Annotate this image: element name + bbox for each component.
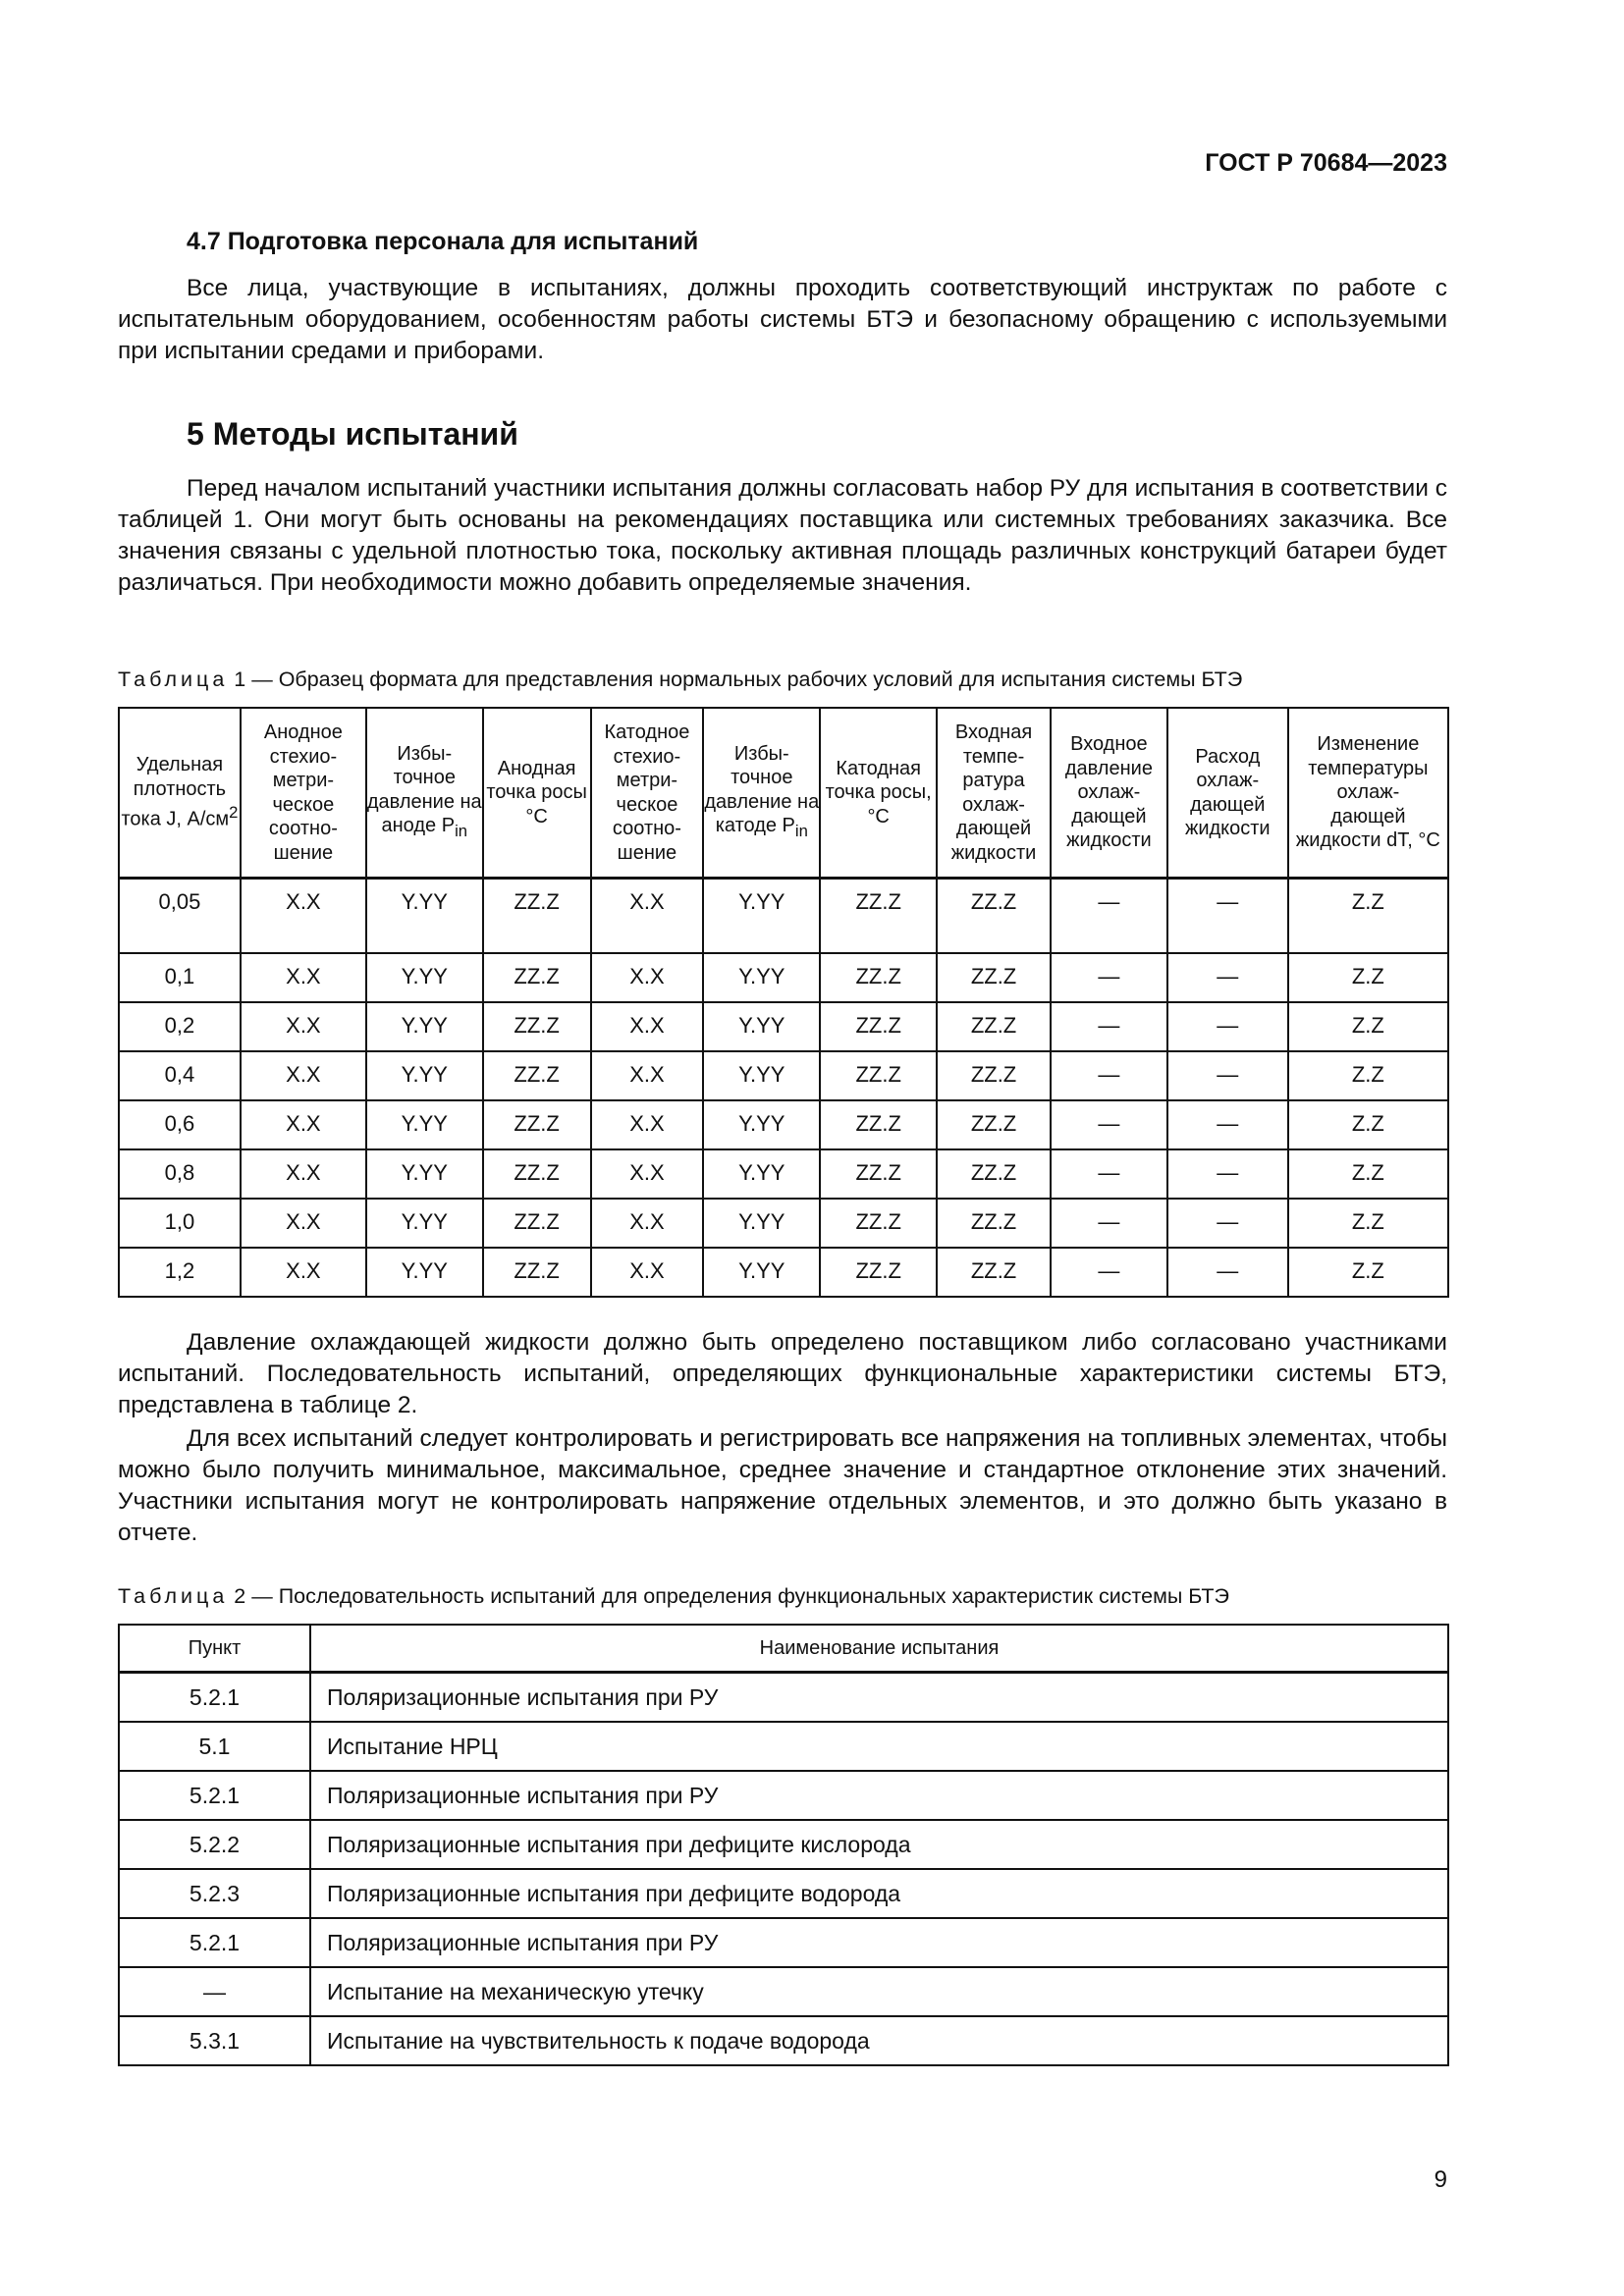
section-5-intro: Перед началом испытаний участники испытания должны согласовать набор РУ для испытания в соответствии с таблицей 1. Они могут быть основаны на рекомендациях поставщика или системных требованиях заказчика. Все значения связаны с удельной плотностью тока, поскольку активная площадь различных конструкций батареи будет различаться. При необходимости можно добавить определяемые значения. [118, 475, 1447, 596]
table1-cell: Y.YY [703, 1100, 820, 1149]
table2 [118, 1624, 1449, 2066]
table1-cell: ZZ.Z [820, 1248, 937, 1297]
table1-header-1: Анодное стехио- метри- ческое соотно- шение [241, 708, 366, 879]
paragraph-voltage-control: Для всех испытаний следует контролировать и регистрировать все напряжения на топливных элементах, чтобы можно было получить минимальное, максимальное, среднее значение и стандартное отклонение этих значений. Участники испытания могут не контролировать напряжение отдельных элементов, и это должно быть указано в отчете. [118, 1425, 1447, 1546]
table1-cell: Z.Z [1288, 1149, 1448, 1199]
table2-name-cell: Испытание на механическую утечку [310, 1967, 1448, 2016]
table1-cell: X.X [241, 1248, 366, 1297]
table1-cell: 0,8 [119, 1149, 241, 1199]
table1-cell: — [1051, 1100, 1167, 1149]
table2-item-cell: 5.2.1 [119, 1673, 310, 1723]
table1-cell: Y.YY [703, 1051, 820, 1100]
table1-cell: Y.YY [366, 1100, 483, 1149]
table1-cell: — [1167, 879, 1288, 953]
table1-cell: ZZ.Z [820, 879, 937, 953]
table2-row [119, 1673, 1448, 1723]
table2-name-cell: Испытание НРЦ [310, 1722, 1448, 1771]
table1-cell: Y.YY [366, 1051, 483, 1100]
section-4-7-text: Все лица, участвующие в испытаниях, должны проходить соответствующий инструктаж по работе с испытательным оборудованием, особенностям работы системы БТЭ и безопасному обращению с используемыми при испытании средами и приборами. [118, 275, 1447, 364]
table1-header-row [119, 708, 1448, 879]
table1-cell: 0,4 [119, 1051, 241, 1100]
table1-cell: Z.Z [1288, 1199, 1448, 1248]
table2-caption [118, 1584, 1453, 1609]
table1-cell: 1,0 [119, 1199, 241, 1248]
table2-item-cell: 5.2.3 [119, 1869, 310, 1918]
table1-cell: ZZ.Z [483, 1199, 591, 1248]
table1-cell: X.X [591, 1051, 704, 1100]
table1-caption [118, 667, 1453, 692]
table1-cell: X.X [591, 1149, 704, 1199]
table1-cell: Y.YY [703, 879, 820, 953]
table1-cell: X.X [591, 879, 704, 953]
table1-cell: ZZ.Z [820, 1002, 937, 1051]
table2-name-cell: Поляризационные испытания при РУ [310, 1771, 1448, 1820]
table1-cell: ZZ.Z [483, 879, 591, 953]
table1-cell: — [1051, 1051, 1167, 1100]
table1-row [119, 1002, 1448, 1051]
table2-body [119, 1673, 1448, 2066]
table1-cell: X.X [591, 1248, 704, 1297]
table1-cell: X.X [241, 1100, 366, 1149]
table1-row [119, 1248, 1448, 1297]
table1-header-0: Удельная плотность тока J, $А/см^2$ [119, 708, 241, 879]
table2-caption-text: 2 — Последовательность испытаний для определения функциональных характеристик системы БТЭ [228, 1584, 1230, 1608]
table1-cell: Y.YY [366, 953, 483, 1002]
table1-cell: 0,1 [119, 953, 241, 1002]
table1-cell: Y.YY [366, 1199, 483, 1248]
table1-cell: ZZ.Z [483, 1051, 591, 1100]
table1-cell: Y.YY [703, 1199, 820, 1248]
table1-cell: — [1167, 1199, 1288, 1248]
table1-cell: ZZ.Z [483, 1248, 591, 1297]
table1-cell: ZZ.Z [937, 1199, 1051, 1248]
table1-cell: Z.Z [1288, 1051, 1448, 1100]
table1-cell: ZZ.Z [483, 1100, 591, 1149]
table2-name-cell: Поляризационные испытания при РУ [310, 1918, 1448, 1967]
table1-header-7: Входная темпе- ратура охлаж- дающей жидкости [937, 708, 1051, 879]
table1-caption-text: 1 — Образец формата для представления нормальных рабочих условий для испытания системы БТЭ [228, 667, 1243, 691]
table1-row [119, 1199, 1448, 1248]
table1-row [119, 1149, 1448, 1199]
table1-cell: 0,05 [119, 879, 241, 953]
table2-row [119, 1820, 1448, 1869]
table2-name-cell: Испытание на чувствительность к подаче водорода [310, 2016, 1448, 2065]
table1-cell: ZZ.Z [937, 1100, 1051, 1149]
table2-name-cell: Поляризационные испытания при дефиците кислорода [310, 1820, 1448, 1869]
table1-cell: Y.YY [703, 1002, 820, 1051]
table2-header-item: Пункт [119, 1625, 310, 1673]
table1-row [119, 1051, 1448, 1100]
table2-row [119, 1918, 1448, 1967]
table1-header-3: Анодная точка росы °C [483, 708, 591, 879]
table1-cell: ZZ.Z [937, 1149, 1051, 1199]
table1-header-8: Входное давление охлаж- дающей жидкости [1051, 708, 1167, 879]
table1-cell: — [1051, 1199, 1167, 1248]
table2-row [119, 1722, 1448, 1771]
table1-cell: ZZ.Z [820, 1051, 937, 1100]
table1-cell: Y.YY [703, 1248, 820, 1297]
table2-item-cell: 5.2.1 [119, 1918, 310, 1967]
table1-cell: 0,6 [119, 1100, 241, 1149]
section-5-heading: 5 Методы испытаний [187, 416, 518, 452]
table1-row [119, 1100, 1448, 1149]
table2-caption-label: Таблица [118, 1584, 229, 1608]
table1-cell: X.X [241, 1199, 366, 1248]
table1-cell: Y.YY [703, 1149, 820, 1199]
table2-name-cell: Поляризационные испытания при РУ [310, 1673, 1448, 1723]
table1-cell: X.X [241, 1051, 366, 1100]
table1-cell: Z.Z [1288, 879, 1448, 953]
table1-cell: Z.Z [1288, 953, 1448, 1002]
table2-item-cell: 5.3.1 [119, 2016, 310, 2065]
table1-cell: ZZ.Z [937, 953, 1051, 1002]
table1-cell: — [1167, 1248, 1288, 1297]
table1-cell: 0,2 [119, 1002, 241, 1051]
table2-item-cell: — [119, 1967, 310, 2016]
table1-cell: — [1167, 1149, 1288, 1199]
table1-cell: ZZ.Z [937, 1002, 1051, 1051]
table1-cell: ZZ.Z [820, 953, 937, 1002]
table1-row [119, 953, 1448, 1002]
table1-cell: ZZ.Z [820, 1149, 937, 1199]
table1-cell: ZZ.Z [937, 879, 1051, 953]
standard-number: ГОСТ Р 70684—2023 [1205, 149, 1447, 177]
page-number: 9 [1434, 2166, 1447, 2193]
table1-header-6: Катодная точка росы, °C [820, 708, 937, 879]
table1-cell: — [1051, 1248, 1167, 1297]
table1-cell: — [1051, 879, 1167, 953]
table2-row [119, 2016, 1448, 2065]
paragraph-coolant-pressure: Давление охлаждающей жидкости должно быть определено поставщиком либо согласовано участниками испытаний. Последовательность испытаний, определяющих функциональные характеристики системы БТЭ, представлена в таблице 2. [118, 1329, 1447, 1418]
table2-item-cell: 5.2.2 [119, 1820, 310, 1869]
table1-cell: Z.Z [1288, 1100, 1448, 1149]
table1-cell: ZZ.Z [937, 1051, 1051, 1100]
table2-row [119, 1869, 1448, 1918]
table1-cell: — [1051, 1002, 1167, 1051]
table1-cell: X.X [591, 1199, 704, 1248]
table1-cell: ZZ.Z [937, 1248, 1051, 1297]
table1-cell: X.X [241, 879, 366, 953]
table1-cell: Y.YY [366, 1248, 483, 1297]
table1-cell: ZZ.Z [820, 1199, 937, 1248]
table1-caption-label: Таблица [118, 667, 229, 691]
table1-cell: Z.Z [1288, 1002, 1448, 1051]
table1-cell: Y.YY [366, 1149, 483, 1199]
table1-header-5: Избы- точное давление на катоде $P_{in}$ [703, 708, 820, 879]
table1-cell: X.X [591, 953, 704, 1002]
table1-cell: 1,2 [119, 1248, 241, 1297]
table1-cell: — [1051, 1149, 1167, 1199]
table2-name-cell: Поляризационные испытания при дефиците водорода [310, 1869, 1448, 1918]
table1-cell: X.X [591, 1002, 704, 1051]
table1-cell: Y.YY [703, 953, 820, 1002]
table1-cell: X.X [241, 1149, 366, 1199]
table1-cell: Y.YY [366, 1002, 483, 1051]
table2-header-row [119, 1625, 1448, 1673]
table1-cell: X.X [241, 1002, 366, 1051]
table1-header-10: Изменение температуры охлаж- дающей жидкости dT, °C [1288, 708, 1448, 879]
table1-cell: — [1167, 1100, 1288, 1149]
table2-item-cell: 5.2.1 [119, 1771, 310, 1820]
table1-cell: X.X [591, 1100, 704, 1149]
table1-cell: Z.Z [1288, 1248, 1448, 1297]
table1-header-9: Расход охлаж- дающей жидкости [1167, 708, 1288, 879]
section-4-7-heading: 4.7 Подготовка персонала для испытаний [187, 228, 699, 255]
table2-item-cell: 5.1 [119, 1722, 310, 1771]
table1-cell: X.X [241, 953, 366, 1002]
table2-row [119, 1771, 1448, 1820]
table1-cell: ZZ.Z [820, 1100, 937, 1149]
table1 [118, 707, 1449, 1298]
table1-cell: ZZ.Z [483, 1149, 591, 1199]
table1-header-4: Катодное стехио- метри- ческое соотно- шение [591, 708, 704, 879]
table1-cell: — [1051, 953, 1167, 1002]
table1-cell: — [1167, 1051, 1288, 1100]
table1-header-2: Избы- точное давление на аноде $P_{in}$ [366, 708, 483, 879]
table2-row [119, 1967, 1448, 2016]
table1-cell: ZZ.Z [483, 953, 591, 1002]
table1-cell: ZZ.Z [483, 1002, 591, 1051]
table1-body [119, 879, 1448, 1297]
table1-row [119, 879, 1448, 953]
table2-header-name: Наименование испытания [310, 1625, 1448, 1673]
table1-cell: Y.YY [366, 879, 483, 953]
table1-cell: — [1167, 1002, 1288, 1051]
table1-cell: — [1167, 953, 1288, 1002]
